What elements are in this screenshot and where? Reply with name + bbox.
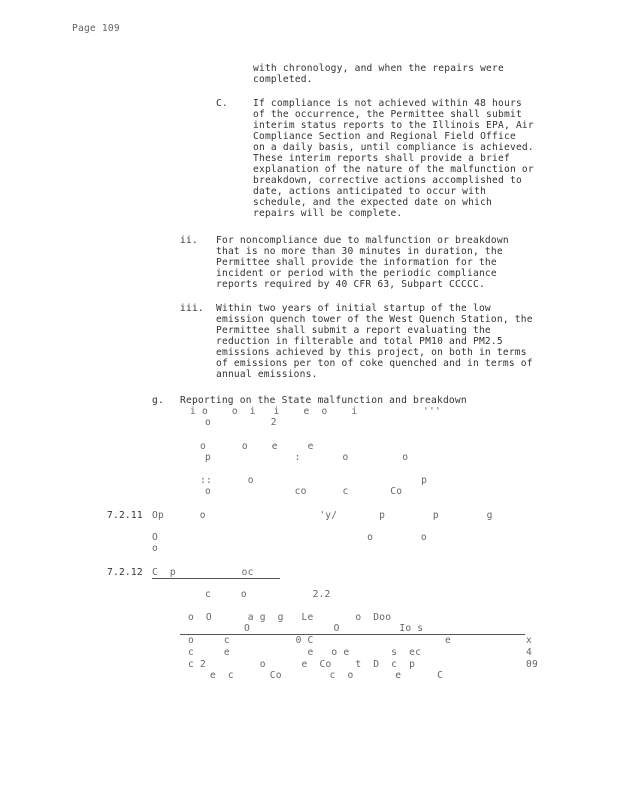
- list-marker: g.: [152, 395, 164, 406]
- text-line: interim status reports to the Illinois EPA, Air: [253, 120, 534, 131]
- text-line: emission quench tower of the West Quench Station, the: [216, 314, 533, 325]
- table-cell: o c 0 C e: [188, 635, 451, 646]
- text-line: These interim reports shall provide a brief: [253, 153, 510, 164]
- text-line: date, actions anticipated to occur with: [253, 186, 487, 197]
- text-fragment: o o e e: [200, 441, 314, 452]
- list-marker: ii.: [180, 235, 198, 246]
- text-line: schedule, and the expected date on which: [253, 197, 493, 208]
- text-line: Compliance Section and Regional Field Office: [253, 131, 516, 142]
- section-number: 7.2.12: [107, 567, 143, 578]
- table-cell-code: 4: [526, 647, 532, 658]
- section-title: C p oc: [152, 567, 254, 578]
- table-cell: c 2 o e Co t D c p: [188, 659, 416, 670]
- list-marker: C.: [216, 98, 228, 109]
- table-header: O O Io s: [244, 623, 424, 634]
- text-line: For noncompliance due to malfunction or breakdown: [216, 235, 509, 246]
- text-line: reduction in filterable and total PM10 and PM2.5: [216, 336, 503, 347]
- table-cell: e c Co c o e C: [210, 670, 444, 681]
- text-fragment: o co c Co: [205, 486, 403, 497]
- text-line: of emissions per ton of coke quenched and in terms of: [216, 358, 533, 369]
- text-line: incident or period with the periodic compliance: [216, 268, 497, 279]
- table-cell-code: 09: [526, 659, 538, 670]
- table-header: o O a g g Le o Doo: [188, 612, 392, 623]
- text-line: Permittee shall provide the information for the: [216, 257, 497, 268]
- text-fragment: :: o p: [200, 475, 428, 486]
- section-heading: Reporting on the State malfunction and breakdown: [180, 395, 467, 406]
- text-line: of the occurrence, the Permittee shall submit: [253, 109, 522, 120]
- text-line: explanation of the nature of the malfunction or: [253, 164, 534, 175]
- section-text: Op o 'y/ p p g: [152, 510, 493, 521]
- text-fragment: O o o: [152, 532, 427, 543]
- text-fragment: o 2: [205, 417, 277, 428]
- text-line: annual emissions.: [216, 369, 318, 380]
- table-cell: c e e o e s ec: [188, 647, 422, 658]
- text-line: breakdown, corrective actions accomplished to: [253, 175, 522, 186]
- section-number: 7.2.11: [107, 510, 143, 521]
- text-line: repairs will be complete.: [253, 208, 403, 219]
- text-line: with chronology, and when the repairs were: [253, 63, 504, 74]
- text-line: Permittee shall submit a report evaluating the: [216, 325, 491, 336]
- text-line: completed.: [253, 74, 313, 85]
- text-line: that is no more than 30 minutes in duration, the: [216, 246, 503, 257]
- text-line: reports required by 40 CFR 63, Subpart CCCCC.: [216, 279, 485, 290]
- text-line: Within two years of initial startup of the low: [216, 303, 491, 314]
- text-fragment: o: [152, 543, 158, 554]
- text-fragment: c o 2.2: [205, 589, 331, 600]
- table-cell-code: x: [526, 635, 532, 646]
- text-fragment: p : o o: [205, 452, 409, 463]
- list-marker: iii.: [180, 303, 204, 314]
- text-line: on a daily basis, until compliance is achieved.: [253, 142, 534, 153]
- text-line: emissions achieved by this project, on both in terms: [216, 347, 527, 358]
- title-underline: [152, 578, 280, 579]
- text-fragment: i o o i i e o i ''': [190, 406, 441, 417]
- text-line: If compliance is not achieved within 48 hours: [253, 98, 522, 109]
- page-number: Page 109: [72, 23, 120, 34]
